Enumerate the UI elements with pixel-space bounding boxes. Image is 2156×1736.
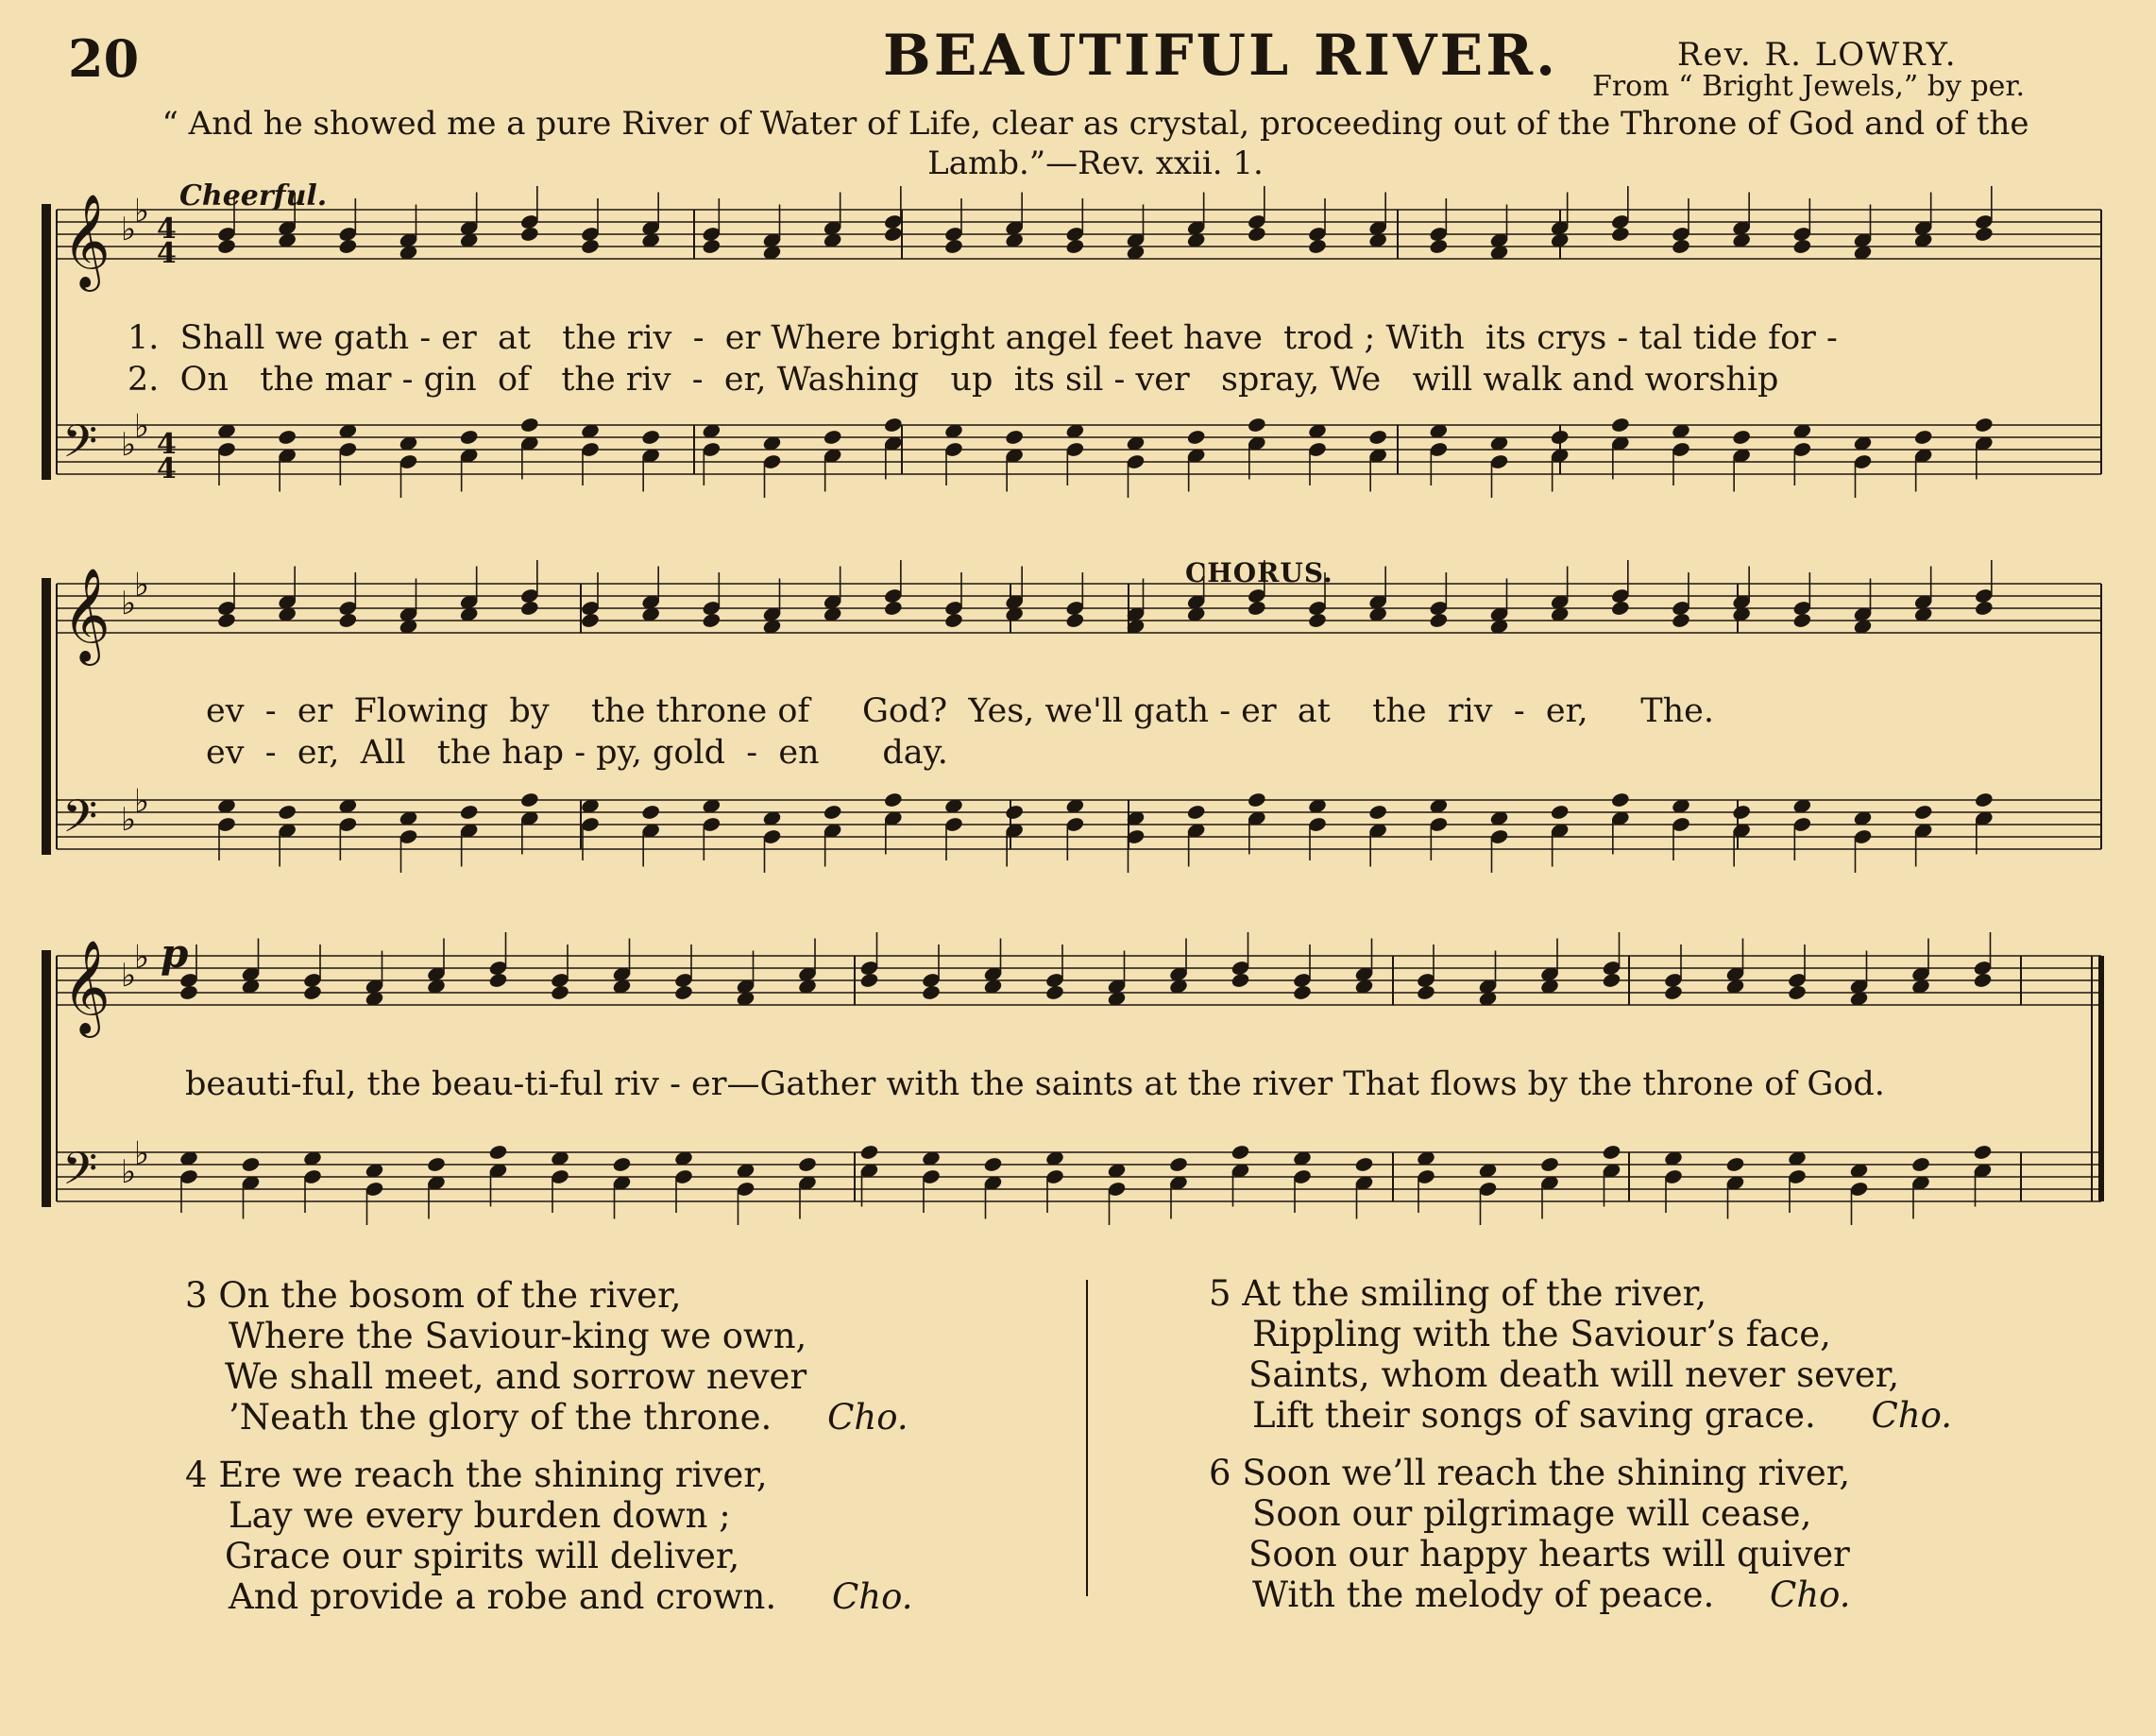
note-head <box>1539 1156 1559 1173</box>
time-signature: 4 <box>157 452 177 485</box>
note-head <box>580 238 600 255</box>
bass-clef-icon: 𝄢 <box>62 415 98 479</box>
stanza-number: 3 <box>185 1275 208 1316</box>
note-head <box>1044 984 1064 1001</box>
note-head <box>943 238 963 255</box>
stanza-6 <box>1209 1453 1851 1615</box>
chorus-cue: Cho. <box>831 1576 913 1617</box>
note-head <box>1973 1144 1993 1161</box>
note-head <box>1974 791 1994 808</box>
note-head <box>883 791 903 808</box>
note-head <box>702 612 721 629</box>
note-head <box>519 226 539 243</box>
note-head <box>488 1144 508 1161</box>
note-head <box>1913 429 1933 446</box>
note-head <box>1292 984 1312 1001</box>
stanza-line: We shall meet, and sorrow never <box>225 1356 807 1397</box>
hymn-title: BEAUTIFUL RIVER. <box>883 23 1559 89</box>
stanza-number: 6 <box>1209 1453 1231 1493</box>
note-head <box>1247 791 1266 808</box>
system-bracket <box>42 204 51 480</box>
note-head <box>640 804 660 821</box>
note-head <box>488 972 508 989</box>
note-head <box>519 791 539 808</box>
note-head <box>338 612 358 629</box>
stanza-line: With the melody of peace. <box>1252 1574 1715 1615</box>
system-bracket <box>42 578 51 855</box>
note-head <box>883 226 903 243</box>
dynamic-marking: p <box>161 930 189 977</box>
flat-sign-icon: ♭ <box>134 407 150 446</box>
note-head <box>1731 804 1751 821</box>
note-head <box>459 429 479 446</box>
note-head <box>1354 1156 1374 1173</box>
tempo-marking: Cheerful. <box>179 179 328 213</box>
time-signature: 4 <box>157 428 177 461</box>
note-head <box>1671 238 1690 255</box>
note-head <box>1307 612 1327 629</box>
note-head <box>1367 429 1387 446</box>
flat-sign-icon: ♭ <box>134 192 150 230</box>
note-head <box>1065 612 1085 629</box>
bass-clef-icon: 𝄢 <box>62 1142 98 1206</box>
note-head <box>883 417 903 434</box>
note-head <box>1367 804 1387 821</box>
note-head <box>1004 429 1024 446</box>
note-head <box>1913 804 1933 821</box>
column-divider <box>1086 1280 1088 1596</box>
note-head <box>612 1156 632 1173</box>
time-signature: 4 <box>157 213 177 246</box>
stanza-line: Soon our happy hearts will quiver <box>1248 1534 1850 1574</box>
note-head <box>178 984 198 1001</box>
note-head <box>216 612 236 629</box>
stanza-line: Lay we every burden down ; <box>229 1495 731 1536</box>
flat-sign-icon: ♭ <box>134 938 150 977</box>
stanza-line: Saints, whom death will never sever, <box>1248 1354 1900 1395</box>
note-head <box>859 972 879 989</box>
note-head <box>1725 1156 1745 1173</box>
note-head <box>1610 417 1630 434</box>
note-head <box>1186 429 1206 446</box>
note-head <box>1004 804 1024 821</box>
note-head <box>1602 972 1621 989</box>
note-head <box>1168 1156 1188 1173</box>
chorus-cue: Cho. <box>827 1397 908 1438</box>
page-number: 20 <box>68 28 140 89</box>
note-head <box>426 1156 446 1173</box>
note-head <box>859 1144 879 1161</box>
note-head <box>1792 612 1812 629</box>
note-head <box>1610 791 1630 808</box>
chorus-cue: Cho. <box>1770 1574 1851 1615</box>
stanza-line: On the bosom of the river, <box>218 1275 682 1316</box>
note-head <box>983 1156 1003 1173</box>
note-head <box>1787 984 1807 1001</box>
lyric-system1-verse1: 1. Shall we gath - er at the riv - er Where bright angel feet have trod ; With its crys - tal tide for - <box>127 319 1838 357</box>
note-head <box>1429 612 1449 629</box>
note-head <box>241 1156 261 1173</box>
stanza-line: Grace our spirits will deliver, <box>225 1536 740 1576</box>
note-head <box>277 429 297 446</box>
note-head <box>1910 1156 1930 1173</box>
time-signature: 4 <box>157 237 177 270</box>
note-head <box>1671 612 1690 629</box>
scripture-epigraph: “ And he showed me a pure River of Water of Life, clear as crystal, proceeding out of the Throne of God and of the Lamb.”—Rev. xxii. 1. <box>161 105 2029 182</box>
note-head <box>1231 972 1250 989</box>
note-head <box>1550 804 1570 821</box>
lyric-system1-verse2: 2. On the mar - gin of the riv - er, Washing up its sil - ver spray, We will walk and worship <box>127 361 1779 399</box>
note-head <box>1231 1144 1250 1161</box>
note-head <box>797 1156 817 1173</box>
stanza-line: Ere we reach the shining river, <box>218 1455 768 1495</box>
note-head <box>673 984 693 1001</box>
note-head <box>1974 600 1994 617</box>
note-head <box>1186 804 1206 821</box>
note-head <box>1973 972 1993 989</box>
note-head <box>640 429 660 446</box>
flat-sign-icon: ♭ <box>121 211 137 248</box>
note-head <box>823 429 842 446</box>
stanza-number: 4 <box>185 1455 208 1495</box>
stanza-number: 5 <box>1209 1273 1231 1314</box>
system-bracket <box>42 950 51 1207</box>
stanza-line: ’Neath the glory of the throne. <box>229 1397 772 1438</box>
flat-sign-icon: ♭ <box>121 957 137 995</box>
note-head <box>1602 1144 1621 1161</box>
treble-clef-icon: 𝄞 <box>62 568 110 662</box>
note-head <box>1792 238 1812 255</box>
stanza-line: And provide a robe and crown. <box>229 1576 777 1617</box>
note-head <box>823 804 842 821</box>
flat-sign-icon: ♭ <box>121 585 137 622</box>
note-head <box>302 984 322 1001</box>
note-head <box>943 612 963 629</box>
note-head <box>1307 238 1327 255</box>
stanza-line: Soon we’ll reach the shining river, <box>1242 1453 1851 1493</box>
note-head <box>1610 226 1630 243</box>
stanza-line: Where the Saviour-king we own, <box>229 1316 807 1356</box>
note-head <box>1065 238 1085 255</box>
stanza-line: Lift their songs of saving grace. <box>1252 1395 1816 1436</box>
note-head <box>1416 984 1435 1001</box>
stanza-3 <box>185 1275 908 1438</box>
note-head <box>519 600 539 617</box>
stanza-line: Soon our pilgrimage will cease, <box>1252 1493 1812 1534</box>
note-head <box>459 804 479 821</box>
chorus-cue: Cho. <box>1871 1395 1953 1436</box>
note-head <box>1731 429 1751 446</box>
note-head <box>1247 417 1266 434</box>
lyric-system2-verse1: ev - er Flowing by the throne of God? Yes, we'll gath - er at the riv - er, The. <box>206 692 1714 730</box>
note-head <box>702 238 721 255</box>
stanza-line: Rippling with the Saviour’s face, <box>1252 1314 1831 1354</box>
note-head <box>580 612 600 629</box>
stanza-4 <box>185 1455 912 1617</box>
note-head <box>1429 238 1449 255</box>
note-head <box>921 984 941 1001</box>
stanza-5 <box>1209 1273 1952 1436</box>
flat-sign-icon: ♭ <box>134 566 150 604</box>
treble-clef-icon: 𝄞 <box>62 194 110 288</box>
bass-clef-icon: 𝄢 <box>62 790 98 854</box>
flat-sign-icon: ♭ <box>121 801 137 839</box>
chorus-label: CHORUS. <box>1185 557 1333 588</box>
stanza-line: At the smiling of the river, <box>1242 1273 1707 1314</box>
note-head <box>216 238 236 255</box>
flat-sign-icon: ♭ <box>134 1134 150 1173</box>
flat-sign-icon: ♭ <box>134 782 150 821</box>
note-head <box>1610 600 1630 617</box>
flat-sign-icon: ♭ <box>121 426 137 464</box>
note-head <box>1974 226 1994 243</box>
note-head <box>519 417 539 434</box>
note-head <box>883 600 903 617</box>
lyric-system3: beauti-ful, the beau-ti-ful riv - er—Gather with the saints at the river That flows by the throne of God. <box>185 1065 1885 1103</box>
note-head <box>338 238 358 255</box>
note-head <box>1247 600 1266 617</box>
note-head <box>1974 417 1994 434</box>
composer-credit: Rev. R. LOWRY. <box>1677 36 1958 74</box>
note-head <box>1663 984 1683 1001</box>
note-head <box>550 984 569 1001</box>
flat-sign-icon: ♭ <box>121 1153 137 1191</box>
source-credit: From “ Bright Jewels,” by per. <box>1592 70 2026 103</box>
note-head <box>1550 429 1570 446</box>
note-head <box>1247 226 1266 243</box>
treble-clef-icon: 𝄞 <box>62 940 110 1034</box>
lyric-system2-verse2: ev - er, All the hap - py, gold - en day. <box>206 734 948 772</box>
note-head <box>277 804 297 821</box>
